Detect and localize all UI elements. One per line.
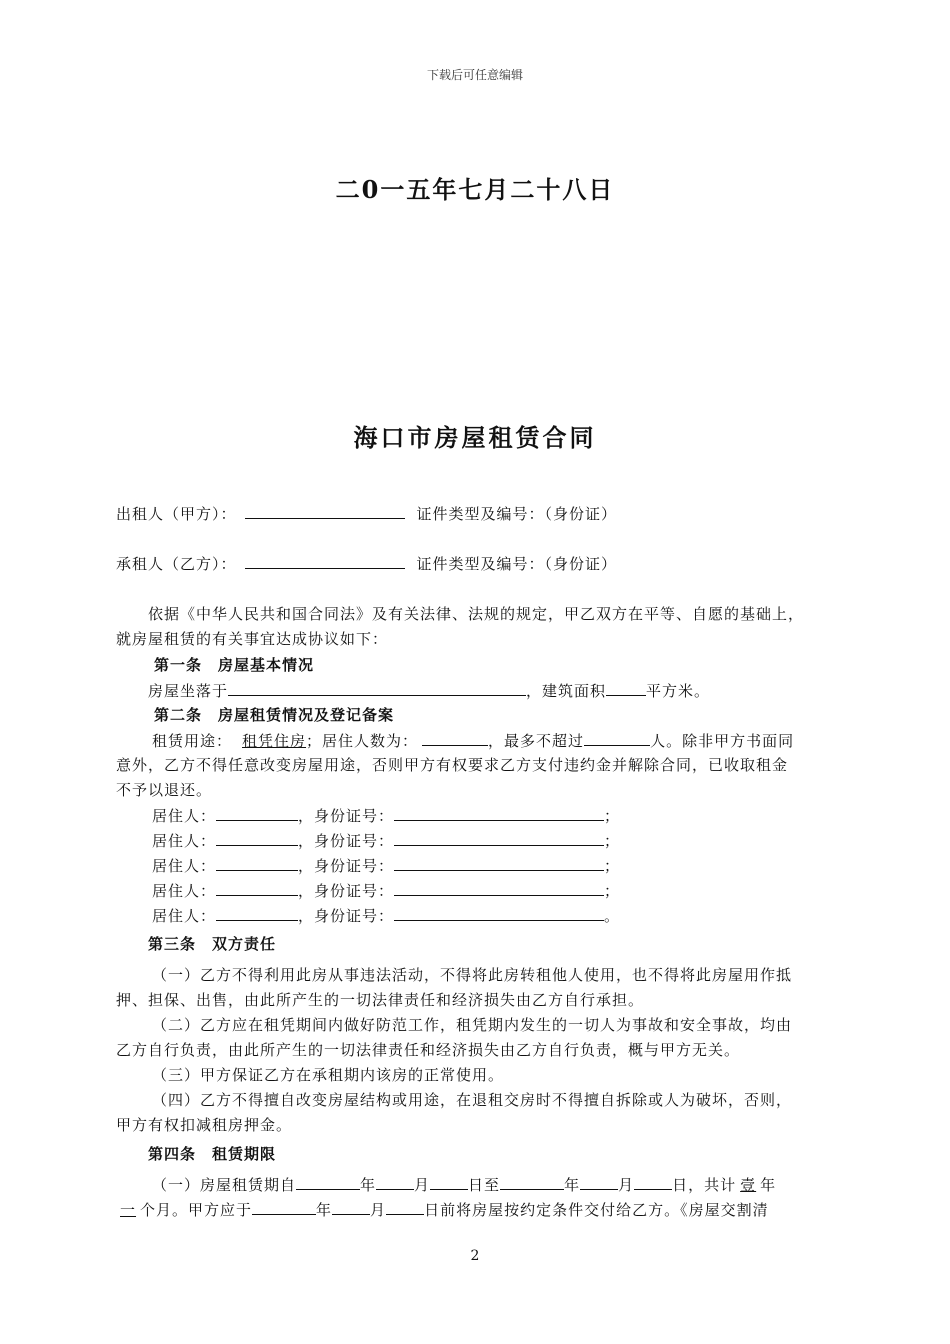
- resident-id-field[interactable]: [394, 830, 604, 846]
- month-label: 月: [370, 1201, 387, 1219]
- resident-label: 居住人：: [152, 907, 217, 925]
- resident-id-label: ，身份证号：: [298, 807, 395, 825]
- resident-row: [152, 805, 620, 826]
- max-residents-field[interactable]: [584, 730, 650, 746]
- resident-name-field[interactable]: [216, 905, 298, 921]
- article-2-heading: 第二条 房屋租赁情况及登记备案: [154, 706, 395, 724]
- use-line-tail: 人。除非甲方书面同: [650, 732, 795, 750]
- total-years-value: 壹: [740, 1176, 757, 1194]
- resident-id-field[interactable]: [394, 905, 604, 921]
- article-3-p4-line-2: 甲方有权扣减租房押金。: [116, 1116, 293, 1134]
- resident-name-field[interactable]: [216, 855, 298, 871]
- article-3-heading: 第三条 双方责任: [148, 935, 277, 953]
- term-start-label: （一）房屋租赁期自: [152, 1176, 297, 1194]
- article-2-use-line: [152, 730, 794, 751]
- lessor-id-label: 证件类型及编号：（身份证）: [416, 505, 618, 523]
- location-field[interactable]: [228, 680, 526, 696]
- end-day-field[interactable]: [634, 1174, 672, 1190]
- resident-id-label: ，身份证号：: [298, 882, 395, 900]
- lessor-name-field[interactable]: [245, 503, 405, 519]
- total-label: 日，共计: [672, 1176, 737, 1194]
- resident-label: 居住人：: [152, 832, 217, 850]
- resident-row: [152, 880, 620, 901]
- resident-name-field[interactable]: [216, 830, 298, 846]
- resident-row: [152, 855, 620, 876]
- resident-row: [152, 830, 620, 851]
- resident-name-field[interactable]: [216, 805, 298, 821]
- article-3-p2-line-1: （二）乙方应在租凭期间内做好防范工作，租凭期内发生的一切人为事故和安全事故，均由: [152, 1016, 793, 1034]
- row-end: ；: [604, 807, 621, 825]
- lessee-label: 承租人（乙方）：: [116, 555, 237, 573]
- lessee-name-field[interactable]: [245, 553, 405, 569]
- article-3-p2-line-2: 乙方自行负责，由此所产生的一切法律责任和经济损失由乙方自行负责，概与甲方无关。: [116, 1041, 741, 1059]
- article-1-heading: 第一条 房屋基本情况: [154, 656, 315, 674]
- end-month-field[interactable]: [580, 1174, 618, 1190]
- resident-label: 居住人：: [152, 882, 217, 900]
- area-unit: 平方米。: [646, 682, 711, 700]
- year-label: 年: [564, 1176, 581, 1194]
- row-end: ；: [604, 882, 621, 900]
- residents-label: ；居住人数为：: [306, 732, 419, 750]
- lessee-line: [116, 553, 617, 574]
- start-month-field[interactable]: [376, 1174, 414, 1190]
- lessor-line: [116, 503, 617, 524]
- document-title: 海口市房屋租赁合同: [353, 423, 597, 452]
- resident-id-field[interactable]: [394, 805, 604, 821]
- resident-id-label: ，身份证号：: [298, 832, 395, 850]
- location-label: 房屋坐落于: [148, 682, 229, 700]
- date-title: 二0一五年七月二十八日: [335, 175, 615, 204]
- article-3-p3: （三）甲方保证乙方在承租期内该房的正常使用。: [152, 1066, 505, 1084]
- row-end: 。: [604, 907, 621, 925]
- area-label: ，建筑面积: [526, 682, 607, 700]
- to-label: 日至: [468, 1176, 501, 1194]
- page-number: 2: [470, 1248, 480, 1264]
- resident-label: 居住人：: [152, 857, 217, 875]
- resident-id-field[interactable]: [394, 880, 604, 896]
- intro-line-1: 依据《中华人民共和国合同法》及有关法律、法规的规定，甲乙双方在平等、自愿的基础上，: [148, 605, 805, 623]
- lessor-label: 出租人（甲方）：: [116, 505, 237, 523]
- article-3-p4-line-1: （四）乙方不得擅自改变房屋结构或用途，在退租交房时不得擅自拆除或人为破坏，否则，: [152, 1091, 793, 1109]
- article-3-p1-line-2: 押、担保、出售，由此所产生的一切法律责任和经济损失由乙方自行承担。: [116, 991, 645, 1009]
- end-year-field[interactable]: [500, 1174, 564, 1190]
- month-label: 月: [414, 1176, 431, 1194]
- article-4-delivery-line: [116, 1199, 769, 1220]
- article-4-term-line: [152, 1174, 776, 1195]
- residents-count-field[interactable]: [422, 730, 488, 746]
- resident-label: 居住人：: [152, 807, 217, 825]
- article-2-line-2: 意外，乙方不得任意改变房屋用途，否则甲方有权要求乙方支付违约金并解除合同，已收取租金: [116, 756, 789, 774]
- delivery-day-field[interactable]: [386, 1199, 424, 1215]
- lessee-id-label: 证件类型及编号：（身份证）: [416, 555, 618, 573]
- article-2-line-3: 不予以退还。: [116, 781, 213, 799]
- resident-name-field[interactable]: [216, 880, 298, 896]
- article-1-location-line: [148, 680, 710, 701]
- resident-id-label: ，身份证号：: [298, 907, 395, 925]
- start-day-field[interactable]: [430, 1174, 468, 1190]
- use-label: 租赁用途：: [152, 732, 233, 750]
- delivery-year-field[interactable]: [252, 1199, 316, 1215]
- total-months-value: 一: [120, 1201, 137, 1219]
- row-end: ；: [604, 857, 621, 875]
- year-label: 年: [316, 1201, 333, 1219]
- row-end: ；: [604, 832, 621, 850]
- max-label: ，最多不超过: [488, 732, 585, 750]
- delivery-label: 个月。甲方应于: [140, 1201, 253, 1219]
- use-value: 租凭住房: [242, 732, 307, 750]
- area-field[interactable]: [606, 680, 646, 696]
- resident-id-field[interactable]: [394, 855, 604, 871]
- resident-id-label: ，身份证号：: [298, 857, 395, 875]
- year-label: 年: [360, 1176, 377, 1194]
- intro-line-2: 就房屋租赁的有关事宜达成协议如下：: [116, 630, 389, 648]
- article-4-heading: 第四条 租赁期限: [148, 1145, 277, 1163]
- delivery-month-field[interactable]: [332, 1199, 370, 1215]
- month-label: 月: [618, 1176, 635, 1194]
- header-note: 下载后可任意编辑: [426, 68, 523, 82]
- resident-row: [152, 905, 620, 926]
- article-3-p1-line-1: （一）乙方不得利用此房从事违法活动，不得将此房转租他人使用，也不得将此房屋用作抵: [152, 966, 793, 984]
- year-label: 年: [760, 1176, 777, 1194]
- start-year-field[interactable]: [296, 1174, 360, 1190]
- delivery-tail: 日前将房屋按约定条件交付给乙方。《房屋交割清: [424, 1201, 769, 1219]
